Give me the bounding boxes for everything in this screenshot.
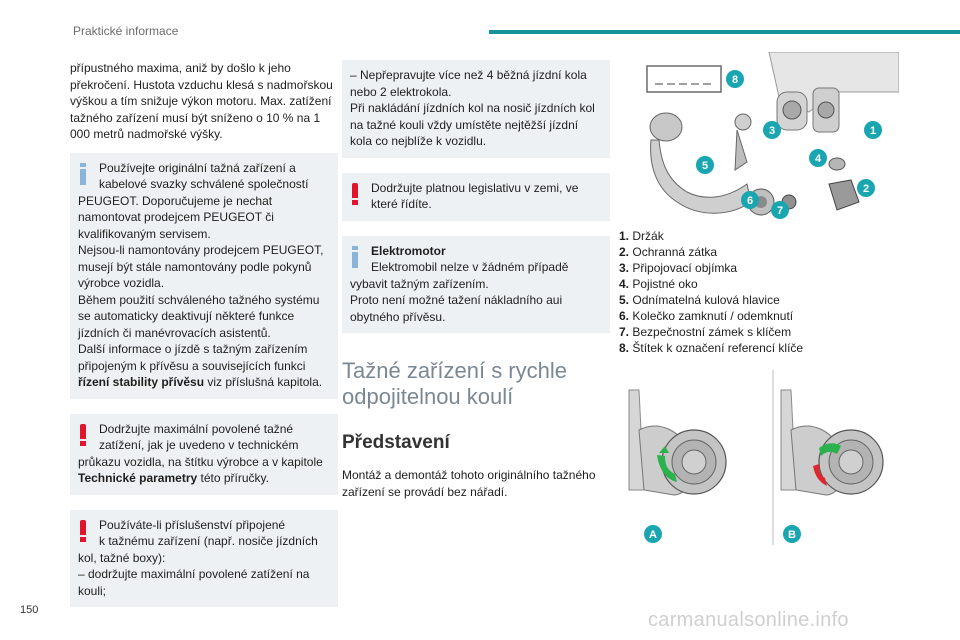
text-line: Hustota vzduchu klesá s nadmořskou výškou a	[70, 77, 333, 108]
text-line: překročení.	[70, 77, 131, 92]
text-line: kol, tažné boxy):	[78, 550, 166, 565]
svg-text:5: 5	[701, 160, 709, 172]
text-line: zařízení musí být sníženo o 10 % na 1 000	[70, 110, 321, 141]
section-title-line: Tažné zařízení s rychle	[342, 358, 567, 383]
text-line: musejí být stále namontovány podle pokynů	[78, 259, 312, 274]
body-paragraph	[342, 467, 610, 500]
text-line: metrů nadmořské výšky.	[93, 127, 223, 141]
warning-icon	[80, 520, 86, 542]
text-line: Montáž a demontáž tohoto originálního tažného	[342, 468, 596, 482]
callout-5	[696, 156, 714, 174]
info-icon	[352, 246, 358, 268]
text-line: – Nepřepravujte více než 4 běžná jízdní kola	[350, 68, 587, 82]
page-number: 150	[20, 604, 39, 616]
text-line: jízdních či manévrovacích asistentů.	[78, 325, 271, 340]
text-line: připojeným k přívěsu a souvisejících funkci	[78, 358, 306, 373]
text-fragment: této příručky.	[197, 471, 269, 485]
text-line: výrobce vozidla.	[78, 276, 165, 290]
text-line: kola co nejblíže k vozidlu.	[350, 134, 487, 148]
subheading: Představení	[342, 432, 450, 453]
text-line: zařízení se provádí bez nářadí.	[342, 484, 508, 499]
text-line: které řídíte.	[371, 197, 432, 211]
warning-note-accessories	[70, 510, 338, 608]
text-line: PEUGEOT. Doporučujeme je nechat	[78, 193, 273, 208]
text-line: Používáte-li příslušenství připojené	[99, 517, 286, 532]
warning-icon	[80, 424, 86, 446]
svg-text:4: 4	[814, 153, 822, 165]
text-line: k tažnému zařízení (např. nosiče jízdních	[99, 534, 318, 548]
text-line: kabelové svazky schválené společností	[99, 177, 309, 191]
callout-4	[809, 149, 827, 167]
text-line: Dodržujte maximální povolené tažné	[99, 421, 294, 436]
info-icon	[80, 163, 86, 185]
warning-icon	[352, 183, 358, 205]
watermark: carmanualsonline.info	[648, 609, 849, 631]
panel-b-illustration	[781, 390, 883, 543]
column-middle	[342, 60, 610, 500]
legend-item: 3. Připojovací objímka	[619, 261, 738, 275]
text-line: – dodržujte maximální povolené zatížení na	[78, 567, 310, 581]
svg-text:1: 1	[869, 125, 877, 137]
text-line: Při nakládání jízdních kol na nosič jízdních kol	[350, 101, 595, 115]
text-line: Dodržujte platnou legislativu v zemi, ve	[371, 180, 579, 195]
warning-note-max-load	[70, 414, 338, 495]
text-line: kouli;	[78, 583, 107, 598]
section-title-line: odpojitelnou koulí	[342, 384, 514, 409]
bold-reference: řízení stability přívěsu	[78, 375, 205, 389]
text-line: Během použití schváleného tažného systému	[78, 292, 320, 307]
svg-text:7: 7	[776, 205, 784, 217]
bold-reference: Technické parametry	[78, 471, 198, 485]
note-bicycles	[342, 60, 610, 158]
info-note-electric	[342, 236, 610, 334]
callout-1	[864, 121, 882, 139]
text-line: Další informace o jízdě s tažným zařízením	[78, 342, 308, 356]
text-line: kvalifikovaným servisem.	[78, 226, 211, 241]
text-line: vybavit tažným zařízením.	[350, 276, 489, 291]
legend-item: 8. Štítek k označení referencí klíče	[619, 341, 804, 355]
header-title: Praktické informace	[73, 24, 179, 38]
text-fragment: viz příslušná kapitola.	[204, 375, 323, 389]
key-reference-label-illustration	[647, 66, 721, 92]
warning-note-legislation	[342, 173, 610, 221]
label-a: A	[649, 529, 657, 541]
lock-wheel-positions-illustration	[619, 370, 899, 545]
svg-text:2: 2	[862, 183, 870, 195]
legend-item: 2. Ochranná zátka	[619, 245, 718, 259]
components-legend	[619, 228, 803, 356]
info-note-towing-equipment	[70, 153, 338, 399]
svg-text:8: 8	[731, 74, 739, 86]
text-line: zatížení, jak je uvedeno v technickém	[99, 438, 299, 452]
text-line	[78, 374, 330, 391]
text-line: přípustného maxima, aniž by došlo k jeho	[70, 61, 291, 75]
text-line: obytného přívěsu.	[350, 309, 446, 324]
text-line: Elektromobil nelze v žádném případě	[371, 260, 569, 274]
header-accent-bar	[489, 30, 960, 34]
callout-8	[726, 70, 744, 88]
callout-2	[857, 179, 875, 197]
text-line: Používejte originální tažná zařízení a	[99, 160, 296, 175]
text-line: namontovat prodejcem PEUGEOT či	[78, 210, 274, 224]
legend-item: 6. Kolečko zamknutí / odemknutí	[619, 309, 794, 323]
legend-item: 5. Odnímatelná kulová hlavice	[619, 293, 780, 307]
label-b: B	[788, 529, 796, 541]
text-line: nebo 2 elektrokola.	[350, 84, 452, 99]
towbar-components-illustration	[619, 52, 899, 222]
intro-paragraph	[70, 60, 338, 143]
text-line: Proto není možné tažení nákladního aui	[350, 293, 563, 307]
text-line: Nejsou-li namontovány prodejcem PEUGEOT,	[78, 243, 324, 257]
column-left	[70, 60, 338, 622]
section-title	[342, 358, 610, 410]
svg-text:6: 6	[746, 195, 754, 207]
text-line: tím snižuje výkon motoru. Max. zatížení tažného	[70, 94, 332, 125]
note-title: Elektromotor	[371, 243, 446, 258]
legend-item: 1. Držák	[619, 229, 664, 243]
callout-6	[741, 191, 759, 209]
legend-item: 4. Pojistné oko	[619, 277, 698, 291]
callout-7	[771, 201, 789, 219]
callout-3	[763, 121, 781, 139]
svg-text:3: 3	[768, 125, 776, 137]
text-line	[78, 470, 330, 487]
text-line: na tažné kouli vždy umístěte nejtěžší jízdní	[350, 117, 579, 132]
legend-item: 7. Bezpečnostní zámek s klíčem	[619, 325, 792, 339]
text-line: se automaticky deaktivují některé funkce	[78, 309, 295, 323]
text-line: průkazu vozidla, na štítku výrobce a v kapitole	[78, 454, 323, 469]
panel-a-illustration	[629, 390, 726, 543]
